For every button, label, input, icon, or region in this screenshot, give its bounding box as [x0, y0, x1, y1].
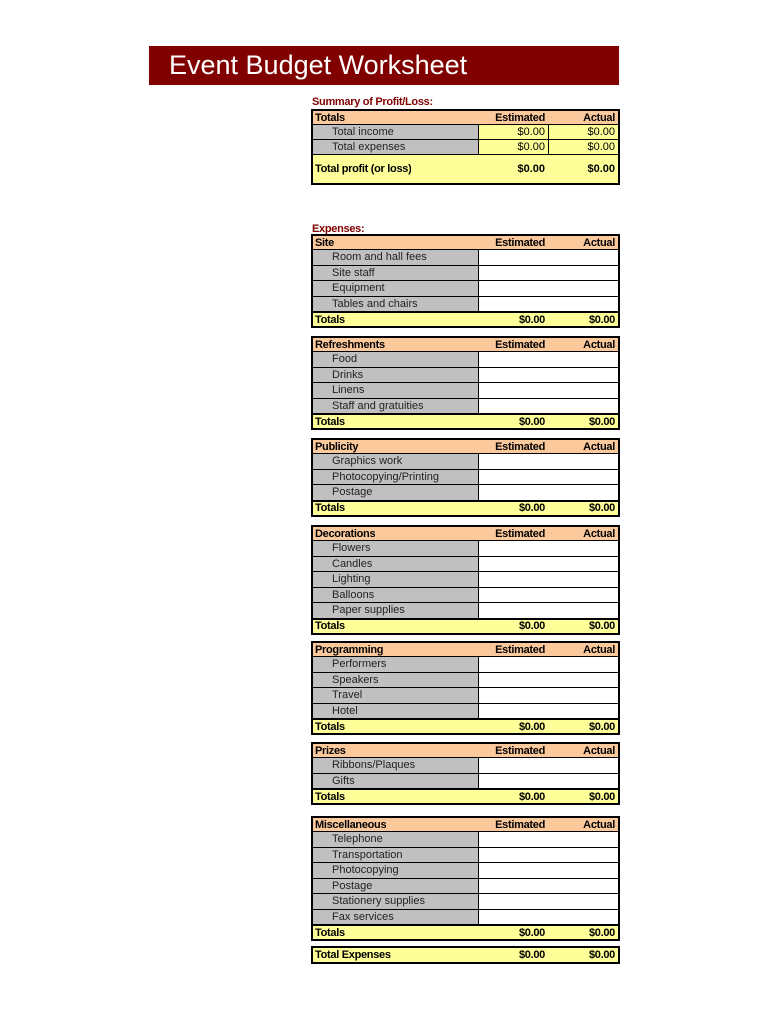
expense-item-label: Gifts [332, 774, 355, 787]
section-table-site [311, 234, 620, 328]
expense-item-label: Room and hall fees [332, 251, 427, 264]
summary-row-income [313, 125, 618, 140]
estimated-input-cell[interactable] [478, 383, 548, 398]
expense-item-label: Speakers [332, 673, 379, 686]
expense-row [313, 266, 618, 282]
section-table-miscellaneous [311, 816, 620, 941]
summary-expenses-estimated-cell[interactable] [478, 140, 548, 154]
actual-column-header: Actual [583, 236, 615, 249]
expense-row [313, 910, 618, 925]
title-banner [149, 46, 619, 85]
totals-label: Totals [315, 720, 345, 733]
estimated-column-header: Estimated [495, 744, 545, 757]
section-totals-row [313, 924, 618, 939]
grand-total-table [311, 946, 620, 964]
expense-row [313, 352, 618, 368]
actual-input-cell[interactable] [548, 281, 618, 296]
actual-input-cell[interactable] [548, 688, 618, 703]
section-title: Site [315, 236, 334, 249]
estimated-input-cell[interactable] [478, 910, 548, 925]
section-title: Refreshments [315, 338, 385, 351]
actual-input-cell[interactable] [548, 470, 618, 485]
expense-item-label: Graphics work [332, 455, 403, 468]
section-table-refreshments [311, 336, 620, 430]
summary-total-row [313, 154, 618, 183]
expense-item-label: Ribbons/Plaques [332, 759, 416, 772]
estimated-column-header: Estimated [495, 236, 545, 249]
expense-row [313, 657, 618, 673]
expense-row [313, 603, 618, 618]
expense-row [313, 863, 618, 879]
expense-row [313, 758, 618, 774]
expense-row [313, 588, 618, 604]
expense-item-label: Photocopying [332, 864, 399, 877]
actual-input-cell[interactable] [548, 879, 618, 894]
estimated-input-cell[interactable] [478, 250, 548, 265]
expense-item-label: Fax services [332, 910, 394, 923]
expense-row [313, 250, 618, 266]
estimated-input-cell[interactable] [478, 266, 548, 281]
summary-income-estimated-cell[interactable] [478, 125, 548, 139]
estimated-input-cell[interactable] [478, 863, 548, 878]
estimated-input-cell[interactable] [478, 470, 548, 485]
totals-actual: $0.00 [588, 313, 615, 326]
section-header-row [313, 527, 618, 541]
section-header-row [313, 643, 618, 657]
summary-income-actual-cell[interactable] [548, 125, 618, 139]
expense-row [313, 673, 618, 689]
summary-row-expenses [313, 140, 618, 154]
estimated-input-cell[interactable] [478, 879, 548, 894]
estimated-input-cell[interactable] [478, 454, 548, 469]
expense-item-label: Hotel [332, 704, 358, 717]
actual-input-cell[interactable] [548, 266, 618, 281]
estimated-input-cell[interactable] [478, 704, 548, 719]
section-title: Miscellaneous [315, 818, 387, 831]
section-title: Programming [315, 643, 384, 656]
actual-column-header: Actual [583, 744, 615, 757]
estimated-input-cell[interactable] [478, 297, 548, 312]
section-header-row [313, 818, 618, 832]
summary-header-estimated: Estimated [495, 111, 545, 124]
section-totals-row [313, 500, 618, 515]
totals-label: Totals [315, 502, 345, 514]
expense-item-label: Postage [332, 486, 373, 499]
expense-item-label: Flowers [332, 542, 371, 555]
expense-row [313, 541, 618, 557]
expenses-label: Expenses: [312, 223, 365, 235]
estimated-input-cell[interactable] [478, 673, 548, 688]
totals-actual: $0.00 [588, 926, 615, 939]
grand-total-row [313, 948, 618, 962]
section-table-decorations [311, 525, 620, 635]
actual-input-cell[interactable] [548, 572, 618, 587]
totals-actual: $0.00 [588, 620, 615, 632]
expense-row [313, 832, 618, 848]
totals-estimated: $0.00 [518, 502, 545, 514]
actual-input-cell[interactable] [548, 399, 618, 414]
grand-total-label: Total Expenses [315, 949, 391, 961]
expense-item-label: Performers [332, 658, 387, 671]
expense-item-label: Equipment [332, 282, 385, 295]
estimated-input-cell[interactable] [478, 399, 548, 414]
expense-row [313, 848, 618, 864]
estimated-input-cell[interactable] [478, 368, 548, 383]
section-header-row [313, 236, 618, 250]
expense-item-label: Transportation [332, 848, 403, 861]
grand-total-estimated: $0.00 [518, 949, 545, 961]
section-title: Prizes [315, 744, 346, 757]
expense-item-label: Photocopying/Printing [332, 470, 440, 483]
expense-item-label: Drinks [332, 368, 364, 381]
totals-label: Totals [315, 415, 345, 428]
estimated-input-cell[interactable] [478, 603, 548, 618]
actual-input-cell[interactable] [548, 383, 618, 398]
actual-column-header: Actual [583, 818, 615, 831]
section-title: Decorations [315, 527, 376, 540]
estimated-column-header: Estimated [495, 338, 545, 351]
summary-expenses-estimated: $0.00 [517, 141, 545, 153]
section-title: Publicity [315, 440, 359, 453]
section-totals-row [313, 718, 618, 733]
summary-income-actual: $0.00 [587, 126, 615, 138]
estimated-input-cell[interactable] [478, 848, 548, 863]
estimated-input-cell[interactable] [478, 588, 548, 603]
expense-row [313, 399, 618, 414]
actual-input-cell[interactable] [548, 485, 618, 500]
section-table-programming [311, 641, 620, 735]
totals-actual: $0.00 [588, 415, 615, 428]
expense-item-label: Stationery supplies [332, 895, 425, 908]
estimated-input-cell[interactable] [478, 281, 548, 296]
expense-row [313, 454, 618, 470]
actual-column-header: Actual [583, 643, 615, 656]
totals-estimated: $0.00 [518, 313, 545, 326]
section-table-publicity [311, 438, 620, 517]
expense-row [313, 485, 618, 500]
estimated-input-cell[interactable] [478, 832, 548, 847]
estimated-column-header: Estimated [495, 643, 545, 656]
expense-item-label: Travel [332, 689, 363, 702]
expense-item-label: Linens [332, 384, 365, 397]
actual-input-cell[interactable] [548, 704, 618, 719]
actual-input-cell[interactable] [548, 848, 618, 863]
totals-actual: $0.00 [588, 720, 615, 733]
estimated-input-cell[interactable] [478, 774, 548, 789]
estimated-column-header: Estimated [495, 527, 545, 540]
actual-input-cell[interactable] [548, 541, 618, 556]
summary-row-label: Total income [332, 126, 394, 138]
summary-total-estimated: $0.00 [517, 163, 545, 175]
totals-actual: $0.00 [588, 790, 615, 803]
summary-label: Summary of Profit/Loss: [312, 96, 433, 108]
totals-estimated: $0.00 [518, 790, 545, 803]
expense-item-label: Staff and gratuities [332, 399, 424, 412]
expense-row [313, 383, 618, 399]
expense-item-label: Site staff [332, 266, 375, 279]
estimated-column-header: Estimated [495, 818, 545, 831]
actual-input-cell[interactable] [548, 894, 618, 909]
actual-input-cell[interactable] [548, 657, 618, 672]
summary-row-label: Total expenses [332, 141, 406, 153]
actual-input-cell[interactable] [548, 832, 618, 847]
actual-input-cell[interactable] [548, 603, 618, 618]
estimated-input-cell[interactable] [478, 352, 548, 367]
expense-item-label: Candles [332, 557, 373, 570]
estimated-input-cell[interactable] [478, 541, 548, 556]
expense-row [313, 774, 618, 789]
totals-label: Totals [315, 790, 345, 803]
estimated-input-cell[interactable] [478, 485, 548, 500]
totals-estimated: $0.00 [518, 415, 545, 428]
expense-item-label: Lighting [332, 573, 371, 586]
expense-row [313, 572, 618, 588]
actual-input-cell[interactable] [548, 910, 618, 925]
actual-input-cell[interactable] [548, 557, 618, 572]
expense-row [313, 297, 618, 312]
actual-input-cell[interactable] [548, 368, 618, 383]
actual-input-cell[interactable] [548, 297, 618, 312]
estimated-column-header: Estimated [495, 440, 545, 453]
actual-input-cell[interactable] [548, 352, 618, 367]
estimated-input-cell[interactable] [478, 557, 548, 572]
summary-header-actual: Actual [583, 111, 615, 124]
actual-input-cell[interactable] [548, 588, 618, 603]
summary-expenses-actual: $0.00 [587, 141, 615, 153]
grand-total-actual: $0.00 [588, 949, 615, 961]
section-totals-row [313, 618, 618, 633]
summary-table [311, 109, 620, 185]
page-title: Event Budget Worksheet [169, 50, 468, 80]
actual-input-cell[interactable] [548, 250, 618, 265]
expense-row [313, 894, 618, 910]
section-header-row [313, 744, 618, 758]
section-header-row [313, 440, 618, 454]
expense-item-label: Telephone [332, 833, 383, 846]
actual-input-cell[interactable] [548, 863, 618, 878]
totals-actual: $0.00 [588, 502, 615, 514]
totals-label: Totals [315, 620, 345, 632]
summary-header-name: Totals [315, 111, 345, 124]
summary-income-estimated: $0.00 [517, 126, 545, 138]
summary-total-actual: $0.00 [587, 163, 615, 175]
actual-column-header: Actual [583, 527, 615, 540]
estimated-input-cell[interactable] [478, 688, 548, 703]
estimated-input-cell[interactable] [478, 657, 548, 672]
expense-item-label: Postage [332, 879, 373, 892]
actual-column-header: Actual [583, 338, 615, 351]
totals-estimated: $0.00 [518, 620, 545, 632]
section-table-prizes [311, 742, 620, 805]
expense-row [313, 879, 618, 895]
estimated-input-cell[interactable] [478, 894, 548, 909]
estimated-input-cell[interactable] [478, 758, 548, 773]
expense-item-label: Food [332, 353, 358, 366]
summary-expenses-actual-cell[interactable] [548, 140, 618, 154]
expense-row [313, 704, 618, 719]
section-header-row [313, 338, 618, 352]
expense-item-label: Paper supplies [332, 604, 405, 617]
actual-input-cell[interactable] [548, 673, 618, 688]
actual-column-header: Actual [583, 440, 615, 453]
expense-row [313, 368, 618, 384]
expense-item-label: Balloons [332, 588, 375, 601]
section-totals-row [313, 311, 618, 326]
estimated-input-cell[interactable] [478, 572, 548, 587]
section-totals-row [313, 413, 618, 428]
actual-input-cell[interactable] [548, 774, 618, 789]
totals-label: Totals [315, 926, 345, 939]
totals-estimated: $0.00 [518, 926, 545, 939]
summary-total-label: Total profit (or loss) [315, 163, 412, 175]
totals-label: Totals [315, 313, 345, 326]
expense-row [313, 557, 618, 573]
expense-item-label: Tables and chairs [332, 297, 418, 310]
section-totals-row [313, 788, 618, 803]
expense-row [313, 281, 618, 297]
expense-row [313, 470, 618, 486]
summary-header-row [313, 111, 618, 125]
totals-estimated: $0.00 [518, 720, 545, 733]
expense-row [313, 688, 618, 704]
actual-input-cell[interactable] [548, 758, 618, 773]
actual-input-cell[interactable] [548, 454, 618, 469]
